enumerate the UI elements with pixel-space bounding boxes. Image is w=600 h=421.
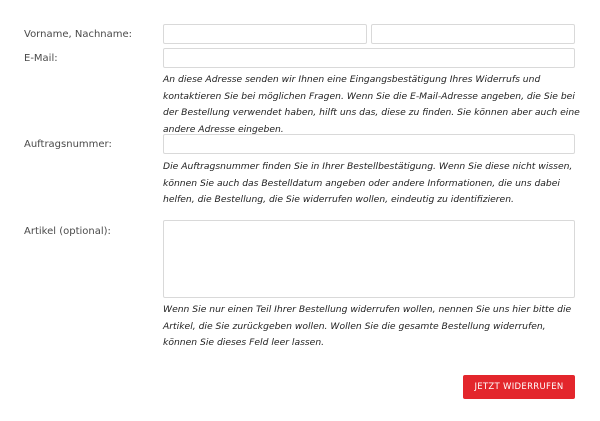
email-label: E-Mail: — [24, 53, 58, 64]
articles-label: Artikel (optional): — [24, 226, 111, 237]
order-number-label: Auftragsnummer: — [24, 139, 112, 150]
email-hint: An diese Adresse senden wir Ihnen eine Eingangsbestätigung Ihres Widerrufs und kontaktieren Sie bei möglichen Fragen. Wenn Sie die E-Mail-Adresse angeben, die Sie bei der Bestellung verwendet haben, hilft uns das, diese zu finden. Sie können aber auch eine andere Adresse eingeben. — [163, 74, 580, 135]
order-number-hint: Die Auftragsnummer finden Sie in Ihrer Bestellbestätigung. Wenn Sie diese nicht wissen, können Sie auch das Bestelldatum angeben oder andere Informationen, die uns dabei helfen, die Bestellung, die Sie widerrufen wollen, eindeutig zu identifizieren. — [163, 161, 573, 205]
articles-textarea[interactable] — [163, 220, 575, 298]
first-name-input[interactable] — [163, 24, 367, 44]
articles-hint: Wenn Sie nur einen Teil Ihrer Bestellung widerrufen wollen, nennen Sie uns hier bitte die Artikel, die Sie zurückgeben wollen. Wollen Sie die gesamte Bestellung widerrufen, können Sie dieses Feld leer lassen. — [163, 304, 572, 348]
name-label: Vorname, Nachname: — [24, 29, 133, 40]
order-number-input[interactable] — [163, 134, 575, 154]
email-input[interactable] — [163, 48, 575, 68]
submit-withdrawal-button[interactable]: JETZT WIDERRUFEN — [463, 375, 575, 399]
last-name-input[interactable] — [371, 24, 575, 44]
